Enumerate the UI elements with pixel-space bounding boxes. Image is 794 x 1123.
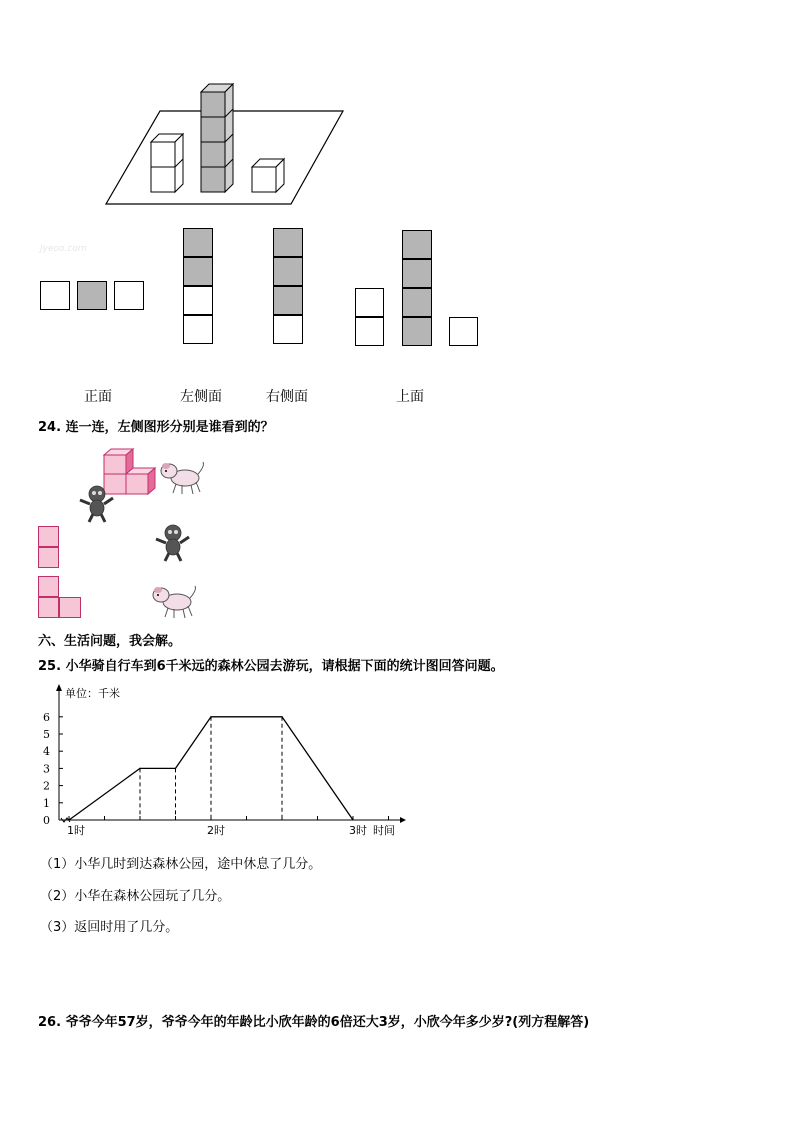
y-tick-label: 5 [43,728,50,741]
top-view-square [355,288,384,317]
data-point [210,716,211,717]
top-view-square [449,317,478,346]
question-text: 小华骑自行车到6千米远的森林公园去游玩，请根据下面的统计图回答问题。 [65,659,504,674]
y-tick-label: 4 [43,745,50,759]
x-tick-label: 1时 [67,824,85,837]
left-view-square [183,315,213,344]
top-view-square [355,317,384,346]
y-tick-label: 6 [43,710,50,724]
y-tick-label: 3 [43,762,50,776]
y-axis-label: 单位：千米 [65,687,120,700]
question-24 [38,416,274,435]
section-title: 六、生活问题，我会解。 [38,634,182,649]
question-text: 爷爷今年57岁，爷爷今年的年龄比小欣年龄的6倍还大3岁，小欣今年多少岁?(列方程解答) [65,1015,590,1030]
x-axis-arrow [400,817,406,823]
dog-icon [150,582,200,620]
right-view-square [273,315,303,344]
question-number: 25. [38,659,62,674]
left-view-label: 左侧面 [180,389,222,405]
question-text: 连一连，左侧图形分别是谁看到的？ [65,420,274,435]
front-view-square [77,281,107,310]
distance-time-chart [30,683,410,838]
pink-view-square [38,547,59,568]
right-view-square [273,228,303,257]
left-view-square [183,228,213,257]
front-view-square [114,281,144,310]
y-tick-label: 0 [43,814,50,827]
top-view-square [402,288,432,317]
front-view-square [40,281,70,310]
pink-view-square [38,576,59,597]
y-tick-label: 2 [43,779,50,793]
right-view-square [273,286,303,315]
sub-question-2: （2）小华在森林公园玩了几分。 [40,889,231,904]
question-25 [38,655,504,674]
monkey-icon [76,484,118,524]
pink-view-square [38,526,59,547]
pink-view-square [59,597,81,618]
data-point [352,819,353,820]
y-axis-arrow [56,684,62,691]
monkey-icon [152,523,194,563]
data-point [139,768,140,769]
x-tick-label: 3时 [349,824,367,837]
sub-question-1: （1）小华几时到达森林公园，途中休息了几分。 [40,857,322,872]
pink-view-square [38,597,59,618]
front-view-label: 正面 [84,389,112,405]
x-tick-label: 2时 [207,824,225,837]
left-view-square [183,286,213,315]
question-number: 26. [38,1015,62,1030]
top-view-square [402,259,432,288]
top-view-square [402,317,432,346]
question-26 [38,1011,589,1030]
right-view-label: 右侧面 [266,389,308,405]
x-axis-label: 时间 [373,824,395,837]
y-tick-label: 1 [43,796,50,810]
data-point [68,819,69,820]
sub-question-3: （3）返回时用了几分。 [40,920,179,935]
top-view-square [402,230,432,259]
left-view-square [183,257,213,286]
data-point [175,768,176,769]
dog-icon [158,458,208,496]
question-number: 24. [38,420,62,435]
watermark: Jyeoo.com [40,244,87,254]
right-view-square [273,257,303,286]
data-point [281,716,282,717]
top-view-label: 上面 [396,389,424,405]
block-stack-figure [100,80,350,210]
